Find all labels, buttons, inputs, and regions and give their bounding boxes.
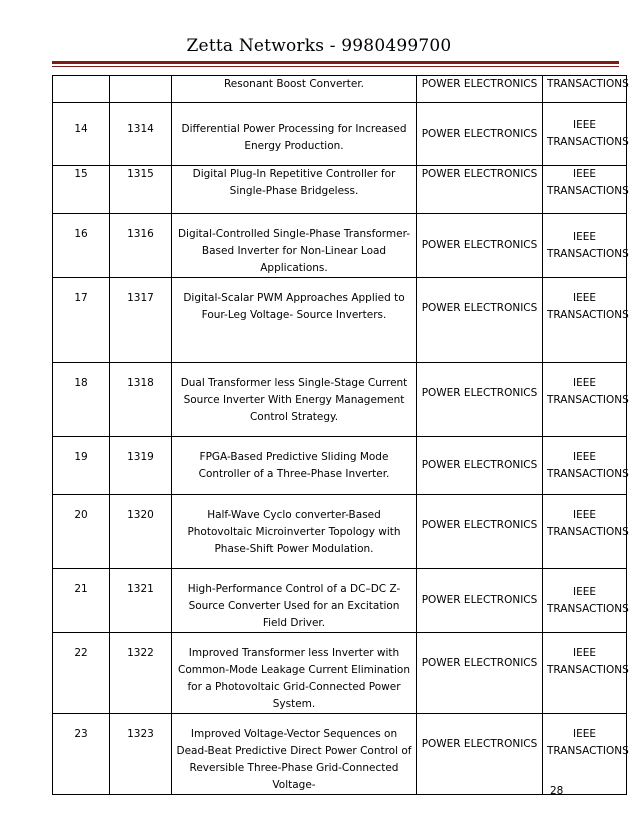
domain-cell: POWER ELECTRONICS — [417, 633, 543, 714]
type-cell: IEEE TRANSACTIONS — [543, 363, 627, 437]
code-cell: 1314 — [110, 103, 172, 166]
domain-cell: POWER ELECTRONICS — [417, 363, 543, 437]
type-cell: IEEE TRANSACTIONS — [543, 214, 627, 278]
page-header-title: Zetta Networks - 9980499700 — [186, 36, 452, 56]
title-cell: FPGA-Based Predictive Sliding Mode Controller of a Three-Phase Inverter. — [172, 437, 417, 495]
code-cell: 1321 — [110, 569, 172, 633]
domain-cell: POWER ELECTRONICS — [417, 214, 543, 278]
header-rule-thin — [52, 66, 619, 67]
code-cell: 1320 — [110, 495, 172, 569]
table-row — [53, 166, 627, 214]
table-row — [53, 363, 627, 437]
title-cell: Differential Power Processing for Increased Energy Production. — [172, 103, 417, 166]
domain-cell: POWER ELECTRONICS — [417, 76, 543, 103]
type-cell: IEEE TRANSACTIONS — [543, 278, 627, 363]
title-cell: Digital-Scalar PWM Approaches Applied to Four-Leg Voltage- Source Inverters. — [172, 278, 417, 363]
table-row — [53, 278, 627, 363]
title-cell: Improved Transformer less Inverter with Common-Mode Leakage Current Elimination for a Photovoltaic Grid-Connected Power System. — [172, 633, 417, 714]
page-number: 28 — [550, 785, 564, 797]
domain-cell: POWER ELECTRONICS — [417, 437, 543, 495]
code-cell: 1316 — [110, 214, 172, 278]
title-cell: Half-Wave Cyclo converter-Based Photovoltaic Microinverter Topology with Phase-Shift Power Modulation. — [172, 495, 417, 569]
serial-cell: 22 — [53, 633, 110, 714]
serial-cell: 21 — [53, 569, 110, 633]
table-row — [53, 76, 627, 103]
code-cell — [110, 76, 172, 103]
project-table — [52, 75, 627, 795]
table-row — [53, 214, 627, 278]
table-row — [53, 714, 627, 795]
domain-cell: POWER ELECTRONICS — [417, 569, 543, 633]
code-cell: 1319 — [110, 437, 172, 495]
type-cell: IEEE TRANSACTIONS — [543, 714, 627, 795]
type-cell: IEEE TRANSACTIONS — [543, 166, 627, 214]
type-cell: IEEE TRANSACTIONS — [543, 633, 627, 714]
code-cell: 1323 — [110, 714, 172, 795]
serial-cell: 14 — [53, 103, 110, 166]
header-rule-thick — [52, 61, 619, 64]
serial-cell: 15 — [53, 166, 110, 214]
table-row — [53, 103, 627, 166]
code-cell: 1322 — [110, 633, 172, 714]
title-cell: Digital-Controlled Single-Phase Transformer-Based Inverter for Non-Linear Load Applications. — [172, 214, 417, 278]
title-cell: Digital Plug-In Repetitive Controller for Single-Phase Bridgeless. — [172, 166, 417, 214]
table-row — [53, 437, 627, 495]
serial-cell: 16 — [53, 214, 110, 278]
serial-cell — [53, 76, 110, 103]
serial-cell: 20 — [53, 495, 110, 569]
type-cell: IEEE TRANSACTIONS — [543, 103, 627, 166]
table-row — [53, 633, 627, 714]
code-cell: 1315 — [110, 166, 172, 214]
serial-cell: 23 — [53, 714, 110, 795]
domain-cell: POWER ELECTRONICS — [417, 103, 543, 166]
title-cell: High-Performance Control of a DC–DC Z-Source Converter Used for an Excitation Field Driver. — [172, 569, 417, 633]
table-row — [53, 495, 627, 569]
type-cell: TRANSACTIONS — [543, 76, 627, 103]
code-cell: 1318 — [110, 363, 172, 437]
title-cell: Dual Transformer less Single-Stage Current Source Inverter With Energy Management Control Strategy. — [172, 363, 417, 437]
type-cell: IEEE TRANSACTIONS — [543, 437, 627, 495]
domain-cell: POWER ELECTRONICS — [417, 495, 543, 569]
domain-cell: POWER ELECTRONICS — [417, 278, 543, 363]
code-cell: 1317 — [110, 278, 172, 363]
type-cell: IEEE TRANSACTIONS — [543, 569, 627, 633]
title-cell: Improved Voltage-Vector Sequences on Dead-Beat Predictive Direct Power Control of Reversible Three-Phase Grid-Connected Voltage- — [172, 714, 417, 795]
serial-cell: 19 — [53, 437, 110, 495]
table-row — [53, 569, 627, 633]
type-cell: IEEE TRANSACTIONS — [543, 495, 627, 569]
serial-cell: 17 — [53, 278, 110, 363]
serial-cell: 18 — [53, 363, 110, 437]
domain-cell: POWER ELECTRONICS — [417, 166, 543, 214]
domain-cell: POWER ELECTRONICS — [417, 714, 543, 795]
title-cell: Resonant Boost Converter. — [172, 76, 417, 103]
